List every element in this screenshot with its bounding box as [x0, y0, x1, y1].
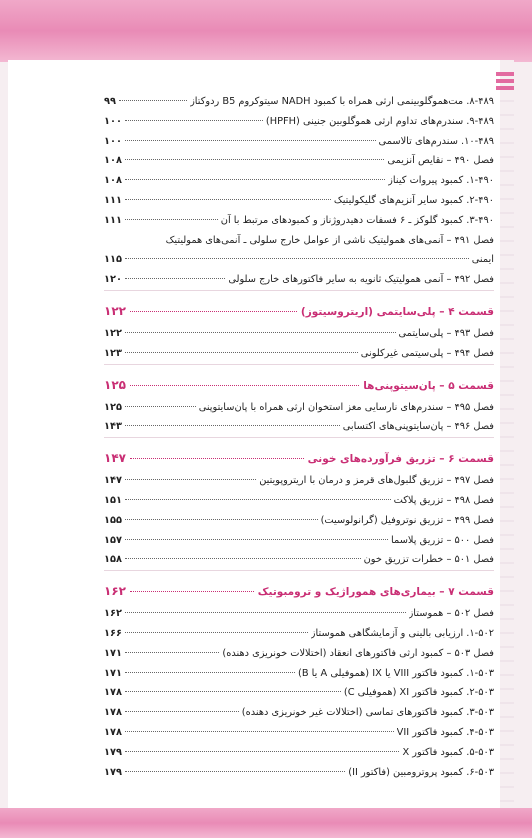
dot-leader [125, 258, 469, 259]
toc-page-number: ۱۱۱ [104, 214, 122, 226]
dot-leader [125, 159, 384, 160]
toc-page-number: ۱۵۸ [104, 554, 122, 566]
toc-page-number: ۱۷۱ [104, 647, 122, 659]
toc-page-number: ۱۲۳ [104, 347, 122, 359]
dot-leader [125, 612, 406, 613]
dot-leader [125, 672, 295, 673]
section-separator [104, 290, 494, 291]
section-page-number: ۱۲۵ [104, 377, 126, 392]
toc-entry-text: ۲-۴۹۰. کمبود سایر آنزیم‌های گلیکولیتیک [333, 194, 494, 206]
toc-entry-text: ایمنی [471, 254, 494, 266]
dot-leader [125, 558, 361, 559]
section-title: قسمت ۴ – پلی‌سایتمی (اریتروسیتوز) [300, 305, 494, 318]
dot-leader [130, 385, 359, 386]
toc-entry-text: فصل ۴۹۲ – آنمی همولیتیک ثانویه به سایر فاکتورهای خارج سلولی [228, 274, 494, 286]
dot-leader [125, 219, 218, 220]
toc-sections [104, 290, 494, 782]
toc-entry[interactable] [104, 511, 494, 531]
dot-leader [125, 406, 196, 407]
dot-leader [125, 479, 256, 480]
section-page-number: ۱۲۲ [104, 303, 126, 318]
toc-entry[interactable] [104, 604, 494, 624]
section-page-number: ۱۶۲ [104, 584, 126, 599]
toc-entry-text: ۱-۴۹۰. کمبود پیروات کیناز [388, 175, 494, 187]
toc-entry-text: فصل ۴۹۶ – پان‌سایتوپنی‌های اکتسابی [342, 421, 494, 433]
toc-page-number: ۱۴۷ [104, 475, 122, 487]
toc-entry-wrapped [104, 231, 494, 251]
section-heading[interactable] [104, 448, 494, 469]
toc-entry[interactable] [104, 743, 494, 763]
toc-entry[interactable] [104, 344, 494, 364]
section-heading[interactable] [104, 301, 494, 322]
dot-leader [125, 499, 391, 500]
dot-leader [125, 425, 340, 426]
toc-page-number: ۱۴۳ [104, 421, 122, 433]
toc-entry[interactable] [104, 703, 494, 723]
toc-page-number: ۱۷۸ [104, 687, 122, 699]
toc-entry-text: فصل ۴۹۵ – سندرم‌های نارسایی مغز استخوان ارثی همراه با پان‌سایتوپنی [198, 401, 494, 413]
toc-entry-text: ۹-۴۸۹. سندرم‌های تداوم ارثی هموگلوبین جنینی (HPFH) [265, 115, 494, 127]
dot-leader [125, 731, 394, 732]
tab-stripe [496, 86, 514, 90]
toc-entry-text: ۸-۴۸۹. مت‌هموگلوبینمی ارثی همراه با کمبود NADH سیتوکروم B5 ردوکتاز [190, 96, 494, 107]
dot-leader [125, 120, 263, 121]
toc-entry-text: فصل ۵۰۲ – هموستاز [408, 608, 494, 620]
toc-entry[interactable] [104, 151, 494, 171]
section-heading[interactable] [104, 581, 494, 602]
dot-leader [130, 591, 254, 592]
section-separator [104, 437, 494, 438]
dot-leader [125, 278, 225, 279]
toc-page-number: ۱۷۸ [104, 707, 122, 719]
dot-leader [125, 140, 376, 141]
dot-leader [125, 711, 239, 712]
toc-entry[interactable] [104, 491, 494, 511]
tab-stripe [496, 72, 514, 76]
toc-entry-text: فصل ۴۹۱ – آنمی‌های همولیتیک ناشی از عوامل خارج سلولی ـ آنمی‌های همولیتیک [165, 234, 494, 246]
toc-entry-text: فصل ۵۰۰ – تزریق پلاسما [391, 534, 494, 546]
toc-page-number: ۱۶۶ [104, 627, 122, 639]
toc-page-number: ۱۰۰ [104, 115, 122, 127]
toc-entry[interactable] [104, 270, 494, 290]
toc-entry-text: ۱-۵۰۳. کمبود فاکتور VIII یا IX (هموفیلی A یا B) [298, 667, 494, 679]
dot-leader [125, 652, 219, 653]
dot-leader [125, 771, 345, 772]
toc-entry[interactable] [104, 531, 494, 551]
dot-leader [125, 352, 358, 353]
side-tab-marks [496, 72, 514, 93]
dot-leader [125, 199, 331, 200]
toc-entry[interactable] [104, 723, 494, 743]
toc-entry-text: فصل ۴۹۴ – پلی‌سیتمی غیرکلونی [360, 347, 494, 359]
section-heading[interactable] [104, 375, 494, 396]
toc-group-continued-2 [104, 270, 494, 290]
table-of-contents [104, 92, 494, 782]
toc-page-number: ۱۵۷ [104, 534, 122, 546]
toc-entry-text: فصل ۵۰۳ – کمبود ارثی فاکتورهای انعقاد (اختلالات خونریزی دهنده) [222, 647, 494, 659]
section-title: قسمت ۵ – پان‌سیتوپنی‌ها [363, 379, 494, 392]
dot-leader [125, 519, 318, 520]
dot-leader [125, 179, 385, 180]
toc-page-number: ۱۰۸ [104, 155, 122, 167]
toc-page [8, 60, 514, 808]
toc-page-number: ۱۶۲ [104, 608, 122, 620]
toc-entry-text: ۱۰-۴۸۹. سندرم‌های تالاسمی [378, 135, 494, 147]
toc-entry-text: فصل ۴۹۸ – تزریق پلاکت [393, 494, 494, 506]
toc-page-number: ۱۷۸ [104, 726, 122, 738]
toc-entry[interactable] [104, 112, 494, 132]
toc-entry[interactable] [104, 664, 494, 684]
dot-leader [125, 632, 308, 633]
toc-entry-text: ۳-۵۰۳. کمبود فاکتورهای تماسی (اختلالات غیر خونریزی دهنده) [241, 707, 494, 719]
toc-page-number: ۱۲۵ [104, 401, 122, 413]
top-pink-band [0, 0, 532, 62]
bottom-pink-band [0, 808, 532, 838]
dot-leader [125, 539, 388, 540]
dot-leader [125, 751, 399, 752]
toc-entry[interactable] [104, 550, 494, 570]
toc-entry-text: ۳-۴۹۰. کمبود گلوکز ـ ۶ فسفات دهیدروژناز و کمبودهای مرتبط با آن [220, 214, 494, 226]
toc-entry[interactable] [104, 132, 494, 152]
toc-entry-text: فصل ۴۹۹ – تزریق نوتروفیل (گرانولوسیت) [320, 514, 494, 526]
toc-entry[interactable] [104, 683, 494, 703]
toc-page-number: ۱۷۱ [104, 667, 122, 679]
toc-page-number: ۱۷۹ [104, 766, 122, 778]
toc-page-number: ۱۰۸ [104, 175, 122, 187]
toc-entry-continuation [104, 250, 494, 270]
toc-entry-text: فصل ۴۹۳ – پلی‌سایتمی [398, 327, 494, 339]
section-title: قسمت ۶ – تزریق فرآورده‌های خونی [307, 453, 494, 466]
toc-page-number: ۱۱۵ [104, 254, 122, 266]
toc-entry-text: ۲-۵۰۳. کمبود فاکتور XI (هموفیلی C) [343, 687, 494, 699]
toc-entry[interactable] [104, 171, 494, 191]
toc-entry[interactable] [104, 398, 494, 418]
toc-entry-text: فصل ۵۰۱ – خطرات تزریق خون [363, 554, 494, 566]
toc-page-number: ۱۲۲ [104, 327, 122, 339]
section-separator [104, 364, 494, 365]
toc-entry-text: ۴-۵۰۳. کمبود فاکتور VII [396, 726, 494, 738]
section-separator [104, 570, 494, 571]
toc-group-continued [104, 92, 494, 231]
toc-entry-text: ۱-۵۰۲. ارزیابی بالینی و آزمایشگاهی هموستاز [310, 627, 494, 639]
toc-entry[interactable] [104, 211, 494, 231]
section-page-number: ۱۴۷ [104, 451, 126, 466]
toc-entry[interactable] [104, 644, 494, 664]
toc-page-number: ۱۱۱ [104, 194, 122, 206]
toc-page-number: ۱۲۰ [104, 274, 122, 286]
toc-entry-text: فصل ۴۹۰ – نقایص آنزیمی [387, 155, 494, 167]
toc-entry[interactable] [104, 417, 494, 437]
toc-entry[interactable] [104, 324, 494, 344]
toc-entry[interactable] [104, 624, 494, 644]
toc-page-number: ۹۹ [104, 96, 116, 107]
toc-entry[interactable] [104, 191, 494, 211]
dot-leader [130, 311, 297, 312]
toc-entry[interactable] [104, 763, 494, 783]
toc-entry[interactable] [104, 471, 494, 491]
toc-page-number: ۱۵۵ [104, 514, 122, 526]
bleed-through-column [500, 60, 514, 808]
toc-page-number: ۱۷۹ [104, 746, 122, 758]
dot-leader [130, 458, 304, 459]
toc-page-number: ۱۰۰ [104, 135, 122, 147]
toc-entry-text: ۶-۵۰۳. کمبود پروترومبین (فاکتور II) [348, 766, 494, 778]
dot-leader [125, 691, 341, 692]
tab-stripe [496, 79, 514, 83]
toc-entry[interactable] [104, 92, 494, 112]
toc-page-number: ۱۵۱ [104, 494, 122, 506]
section-title: قسمت ۷ – بیماری‌های هموراژیک و ترومبوتیک [257, 586, 494, 599]
dot-leader [119, 100, 187, 101]
dot-leader [125, 332, 396, 333]
toc-entry-text: فصل ۴۹۷ – تزریق گلبول‌های قرمز و درمان با اریتروپویتین [259, 475, 494, 487]
toc-entry-text: ۵-۵۰۳. کمبود فاکتور X [402, 746, 494, 758]
